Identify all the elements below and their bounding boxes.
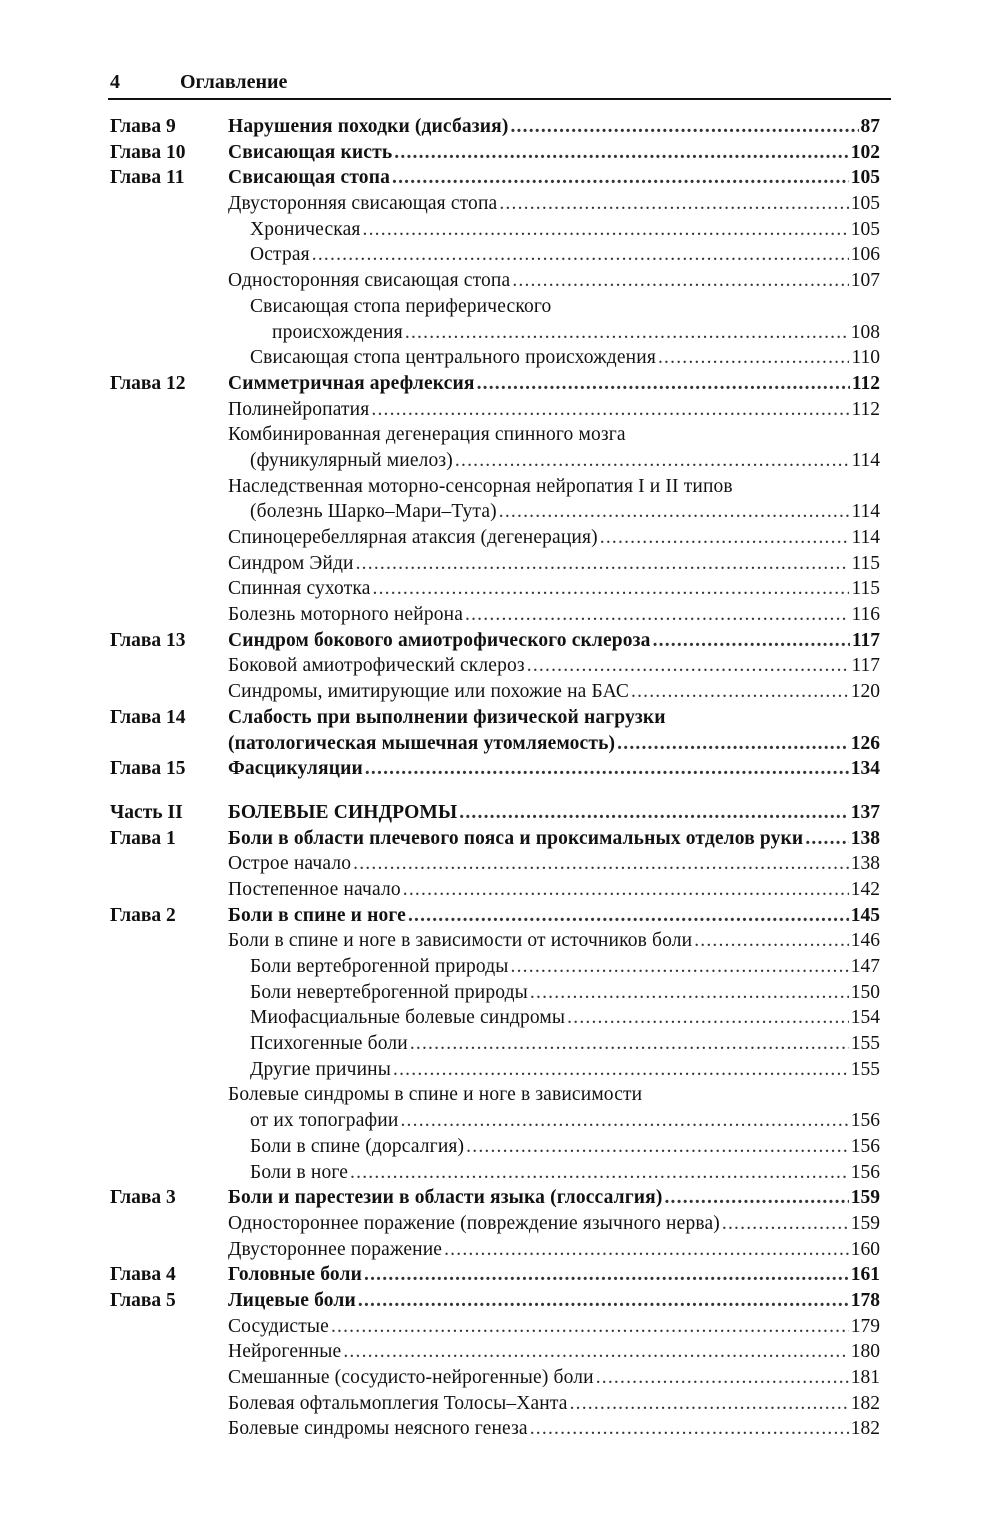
toc-row <box>0 140 1000 166</box>
toc-row <box>0 1314 1000 1340</box>
page-ref: 87 <box>860 116 880 137</box>
page-ref: 137 <box>850 801 880 823</box>
toc-row <box>0 165 1000 191</box>
toc-row <box>0 705 1000 731</box>
toc-entry[interactable] <box>228 1365 880 1391</box>
entry-title: Спинная сухотка <box>228 578 371 600</box>
page-ref: 114 <box>851 501 880 523</box>
toc-entry[interactable] <box>250 954 880 980</box>
toc-entry[interactable] <box>228 1262 880 1288</box>
toc-row <box>0 1108 1000 1134</box>
entry-title: Болезнь моторного нейрона <box>228 604 464 626</box>
dot-leader <box>455 448 850 474</box>
entry-title: Синдромы, имитирующие или похожие на БАС <box>228 681 629 703</box>
toc-entry[interactable] <box>250 1134 880 1160</box>
toc-entry[interactable] <box>228 928 880 954</box>
page-ref: 106 <box>850 244 880 266</box>
page-ref: 180 <box>850 1341 880 1363</box>
toc-row <box>0 653 1000 679</box>
page-ref: 102 <box>850 141 880 163</box>
toc-row <box>0 602 1000 628</box>
page-ref: 159 <box>850 1187 880 1209</box>
toc-row <box>0 1416 1000 1442</box>
toc-row <box>0 1288 1000 1314</box>
dot-leader <box>363 217 849 243</box>
page-ref: 114 <box>851 449 880 471</box>
toc-row <box>0 320 1000 346</box>
toc-entry[interactable] <box>228 877 880 903</box>
toc-entry[interactable] <box>228 903 880 929</box>
page-ref: 155 <box>850 1033 880 1055</box>
entry-title: Головные боли <box>228 1264 363 1286</box>
page-ref: 156 <box>850 1135 880 1157</box>
dot-leader <box>653 628 850 654</box>
toc-entry[interactable] <box>228 551 880 577</box>
toc-entry[interactable] <box>272 320 880 346</box>
dot-leader <box>570 1391 849 1417</box>
page-ref: 146 <box>850 930 880 952</box>
dot-leader <box>805 826 848 852</box>
entry-title: (патологическая мышечная утомляемость) <box>228 732 616 754</box>
entry-title: Боли в спине и ноге в зависимости от источников боли <box>228 930 693 952</box>
toc-entry[interactable] <box>250 1005 880 1031</box>
toc-entry[interactable] <box>228 679 880 705</box>
page-ref: 117 <box>851 655 880 677</box>
toc-entry[interactable] <box>228 800 880 826</box>
toc-entry[interactable] <box>250 1031 880 1057</box>
dot-leader <box>364 1262 849 1288</box>
entry-title: Синдром Эйди <box>228 552 354 574</box>
toc-entry[interactable] <box>228 268 880 294</box>
toc-entry[interactable] <box>228 602 880 628</box>
entry-title: Свисающая стопа <box>228 167 390 189</box>
toc-entry[interactable] <box>250 217 880 243</box>
entry-title: Фасцикуляции <box>228 758 363 780</box>
toc-row <box>0 1031 1000 1057</box>
page-ref: 107 <box>850 270 880 292</box>
toc-entry[interactable] <box>228 851 880 877</box>
page-ref: 120 <box>850 681 880 703</box>
toc-entry[interactable] <box>228 756 880 782</box>
dot-leader <box>358 1288 849 1314</box>
entry-title: Лицевые боли <box>228 1289 356 1311</box>
dot-leader <box>312 242 849 268</box>
toc-row <box>0 826 1000 852</box>
toc-entry[interactable] <box>250 980 880 1006</box>
toc-row <box>0 731 1000 757</box>
toc-entry[interactable] <box>228 1185 880 1211</box>
entry-title: Болевая офтальмоплегия Толосы–Ханта <box>228 1392 568 1414</box>
entry-title: Смешанные (сосудисто-нейрогенные) боли <box>228 1367 594 1388</box>
entry-title: Миофасциальные болевые синдромы <box>250 1007 566 1029</box>
entry-title: Психогенные боли <box>250 1033 408 1055</box>
running-title: Оглавление <box>180 71 288 93</box>
toc-row <box>0 628 1000 654</box>
page-ref: 155 <box>850 1058 880 1080</box>
entry-title: Односторонняя свисающая стопа <box>228 270 511 292</box>
page-ref: 156 <box>850 1161 880 1183</box>
toc-entry[interactable] <box>250 242 880 268</box>
toc-row <box>0 1185 1000 1211</box>
entry-title: Хроническая <box>250 218 361 240</box>
dot-leader <box>530 1416 849 1442</box>
toc-row <box>0 114 1000 140</box>
chapter-label: Глава 15 <box>110 758 186 780</box>
toc-row <box>0 1211 1000 1237</box>
part-label: Часть II <box>110 801 183 823</box>
toc-row <box>0 928 1000 954</box>
page-ref: 154 <box>850 1007 880 1029</box>
dot-leader <box>512 268 848 294</box>
entry-title: Одностороннее поражение (повреждение язычного нерва) <box>228 1212 720 1234</box>
toc-row <box>0 1237 1000 1263</box>
entry-title: Боли и парестезии в области языка (глоссалгия) <box>228 1187 663 1209</box>
page-ref: 145 <box>850 904 880 926</box>
dot-leader <box>371 397 849 423</box>
toc-entry[interactable] <box>228 525 880 551</box>
entry-title-line[interactable]: Свисающая стопа периферического <box>250 295 552 317</box>
entry-title: Свисающая кисть <box>228 141 393 163</box>
entry-title: Нарушения походки (дисбазия) <box>228 116 509 137</box>
toc-row <box>0 1005 1000 1031</box>
toc-entry[interactable] <box>228 1314 880 1340</box>
entry-title: Синдром бокового амиотрофического склероза <box>228 629 651 651</box>
page-ref: 156 <box>850 1110 880 1132</box>
entry-title: Симметричная арефлексия <box>228 372 475 394</box>
page-ref: 161 <box>850 1264 880 1286</box>
page-ref: 116 <box>851 604 880 626</box>
dot-leader <box>405 320 849 346</box>
entry-title-line[interactable]: Наследственная моторно-сенсорная нейропатия I и II типов <box>228 475 733 497</box>
page-ref: 114 <box>851 527 880 548</box>
chapter-label: Глава 11 <box>110 167 185 189</box>
page-ref: 159 <box>850 1212 880 1234</box>
toc-row <box>0 1339 1000 1365</box>
chapter-label: Глава 14 <box>110 706 186 728</box>
dot-leader <box>403 877 849 903</box>
toc-row <box>0 1082 1000 1108</box>
entry-title: Сосудистые <box>228 1315 329 1337</box>
page-header <box>108 70 891 100</box>
toc-entry[interactable] <box>250 345 880 371</box>
dot-leader <box>530 980 849 1006</box>
dot-leader <box>365 756 849 782</box>
dot-leader <box>393 1057 849 1083</box>
dot-leader <box>400 1108 848 1134</box>
entry-title: Острая <box>250 244 310 266</box>
page-ref: 105 <box>850 218 880 240</box>
toc-entry[interactable] <box>228 191 880 217</box>
entry-title-line[interactable]: Слабость при выполнении физической нагрузки <box>228 706 666 728</box>
table-of-contents <box>0 114 1000 1442</box>
entry-title: Другие причины <box>250 1058 392 1080</box>
toc-entry[interactable] <box>228 140 880 166</box>
chapter-label: Глава 3 <box>110 1187 176 1209</box>
dot-leader <box>465 602 849 628</box>
page-ref: 112 <box>851 398 880 420</box>
toc-entry[interactable] <box>250 1160 880 1186</box>
toc-row <box>0 525 1000 551</box>
page-ref: 115 <box>851 578 880 600</box>
page-ref: 126 <box>850 732 880 754</box>
toc-entry[interactable] <box>228 165 880 191</box>
toc-entry[interactable] <box>228 1288 880 1314</box>
toc-row <box>0 217 1000 243</box>
toc-row <box>0 1057 1000 1083</box>
toc-entry[interactable] <box>228 826 880 852</box>
entry-title: происхождения <box>272 321 403 343</box>
page-ref: 182 <box>850 1392 880 1414</box>
chapter-label: Глава 1 <box>110 827 176 849</box>
toc-entry[interactable] <box>250 448 880 474</box>
page-ref: 147 <box>850 956 880 977</box>
page-ref: 150 <box>850 981 880 1003</box>
entry-title: (фуникулярный миелоз) <box>250 449 453 471</box>
dot-leader <box>499 499 850 525</box>
entry-title: Боли невертеброгенной природы <box>250 981 528 1003</box>
toc-entry[interactable] <box>228 1237 880 1263</box>
toc-entry[interactable] <box>228 653 880 679</box>
toc-row <box>0 1160 1000 1186</box>
page-ref: 178 <box>850 1289 880 1311</box>
toc-entry[interactable] <box>228 371 880 397</box>
entry-title: БОЛЕВЫЕ СИНДРОМЫ <box>228 801 458 823</box>
toc-row <box>0 242 1000 268</box>
dot-leader <box>353 851 849 877</box>
dot-leader <box>343 1339 848 1365</box>
dot-leader <box>617 731 849 757</box>
dot-leader <box>466 1134 849 1160</box>
toc-row <box>0 576 1000 602</box>
toc-entry[interactable] <box>250 1057 880 1083</box>
toc-row <box>0 851 1000 877</box>
toc-row <box>0 499 1000 525</box>
toc-row <box>0 679 1000 705</box>
dot-leader <box>444 1237 849 1263</box>
chapter-label: Глава 13 <box>110 629 186 651</box>
toc-row <box>0 397 1000 423</box>
page-ref: 142 <box>850 878 880 900</box>
dot-leader <box>694 928 849 954</box>
entry-title: Постепенное начало <box>228 878 401 900</box>
toc-entry[interactable] <box>228 628 880 654</box>
dot-leader <box>410 1031 849 1057</box>
dot-leader <box>722 1211 849 1237</box>
entry-title: Свисающая стопа центрального происхождения <box>250 347 656 369</box>
dot-leader <box>350 1160 849 1186</box>
dot-leader <box>356 551 850 577</box>
entry-title: (болезнь Шарко–Мари–Тута) <box>250 501 497 523</box>
page-ref: 117 <box>851 629 880 651</box>
dot-leader <box>392 165 849 191</box>
dot-leader <box>511 954 849 980</box>
dot-leader <box>459 800 848 826</box>
page-ref: 138 <box>850 827 880 849</box>
dot-leader <box>408 903 849 929</box>
chapter-label: Глава 2 <box>110 904 176 926</box>
toc-entry[interactable] <box>228 1339 880 1365</box>
dot-leader <box>499 191 848 217</box>
page-ref: 160 <box>850 1238 880 1260</box>
dot-leader <box>664 1185 848 1211</box>
entry-title: от их топографии <box>250 1110 399 1132</box>
toc-row <box>0 551 1000 577</box>
toc-row <box>0 1262 1000 1288</box>
toc-entry[interactable] <box>228 576 880 602</box>
entry-title: Острое начало <box>228 853 352 875</box>
toc-row <box>0 422 1000 448</box>
entry-title: Спиноцеребеллярная атаксия (дегенерация) <box>228 527 598 548</box>
entry-title: Боли в области плечевого пояса и проксимальных отделов руки <box>228 827 804 849</box>
page-ref: 182 <box>850 1418 880 1440</box>
toc-row <box>0 1134 1000 1160</box>
page-ref: 134 <box>850 758 880 780</box>
entry-title: Нейрогенные <box>228 1341 342 1363</box>
page-ref: 181 <box>850 1367 880 1388</box>
entry-title: Боковой амиотрофический склероз <box>228 655 525 677</box>
chapter-label: Глава 5 <box>110 1289 176 1311</box>
dot-leader <box>600 525 850 551</box>
dot-leader <box>510 114 858 140</box>
entry-title: Полинейропатия <box>228 398 370 420</box>
page-ref: 110 <box>851 347 880 369</box>
dot-leader <box>373 576 850 602</box>
toc-row <box>0 1365 1000 1391</box>
toc-entry[interactable] <box>228 1416 880 1442</box>
toc-row <box>0 877 1000 903</box>
toc-row <box>0 268 1000 294</box>
dot-leader <box>394 140 848 166</box>
toc-entry[interactable] <box>228 114 880 140</box>
toc-row <box>0 980 1000 1006</box>
chapter-label: Глава 9 <box>110 116 176 137</box>
chapter-label: Глава 12 <box>110 372 186 394</box>
entry-title: Болевые синдромы неясного генеза <box>228 1418 528 1440</box>
toc-entry[interactable] <box>250 499 880 525</box>
dot-leader <box>477 371 850 397</box>
chapter-label: Глава 4 <box>110 1264 176 1286</box>
toc-row <box>0 345 1000 371</box>
page-ref: 105 <box>850 167 880 189</box>
entry-title: Двусторонняя свисающая стопа <box>228 193 498 215</box>
toc-row <box>0 474 1000 500</box>
entry-title: Боли в ноге <box>250 1161 349 1183</box>
dot-leader <box>331 1314 849 1340</box>
entry-title-line[interactable]: Комбинированная дегенерация спинного мозга <box>228 424 626 446</box>
toc-row <box>0 800 1000 826</box>
page-ref: 179 <box>850 1315 880 1337</box>
entry-title: Боли в спине и ноге <box>228 904 406 926</box>
toc-row <box>0 756 1000 782</box>
toc-row <box>0 954 1000 980</box>
dot-leader <box>527 653 850 679</box>
toc-entry[interactable] <box>228 397 880 423</box>
entry-title: Двустороннее поражение <box>228 1238 443 1260</box>
toc-entry[interactable] <box>228 1391 880 1417</box>
toc-entry[interactable] <box>250 1108 880 1134</box>
entry-title-line[interactable]: Болевые синдромы в спине и ноге в зависимости <box>228 1084 643 1106</box>
page-ref: 115 <box>851 552 880 574</box>
toc-row <box>0 903 1000 929</box>
toc-entry[interactable] <box>228 1211 880 1237</box>
dot-leader <box>596 1365 849 1391</box>
entry-title: Боли вертеброгенной природы <box>250 956 509 977</box>
toc-row <box>0 294 1000 320</box>
page-ref: 105 <box>850 193 880 215</box>
toc-row <box>0 448 1000 474</box>
page-ref: 108 <box>850 321 880 343</box>
page-number: 4 <box>110 71 120 93</box>
dot-leader <box>658 345 850 371</box>
dot-leader <box>567 1005 849 1031</box>
page-ref: 112 <box>851 372 880 394</box>
entry-title: Боли в спине (дорсалгия) <box>250 1135 465 1157</box>
toc-row <box>0 1391 1000 1417</box>
toc-entry[interactable] <box>228 731 880 757</box>
chapter-label: Глава 10 <box>110 141 186 163</box>
page-ref: 138 <box>850 853 880 875</box>
toc-row <box>0 191 1000 217</box>
dot-leader <box>631 679 849 705</box>
toc-row <box>0 371 1000 397</box>
